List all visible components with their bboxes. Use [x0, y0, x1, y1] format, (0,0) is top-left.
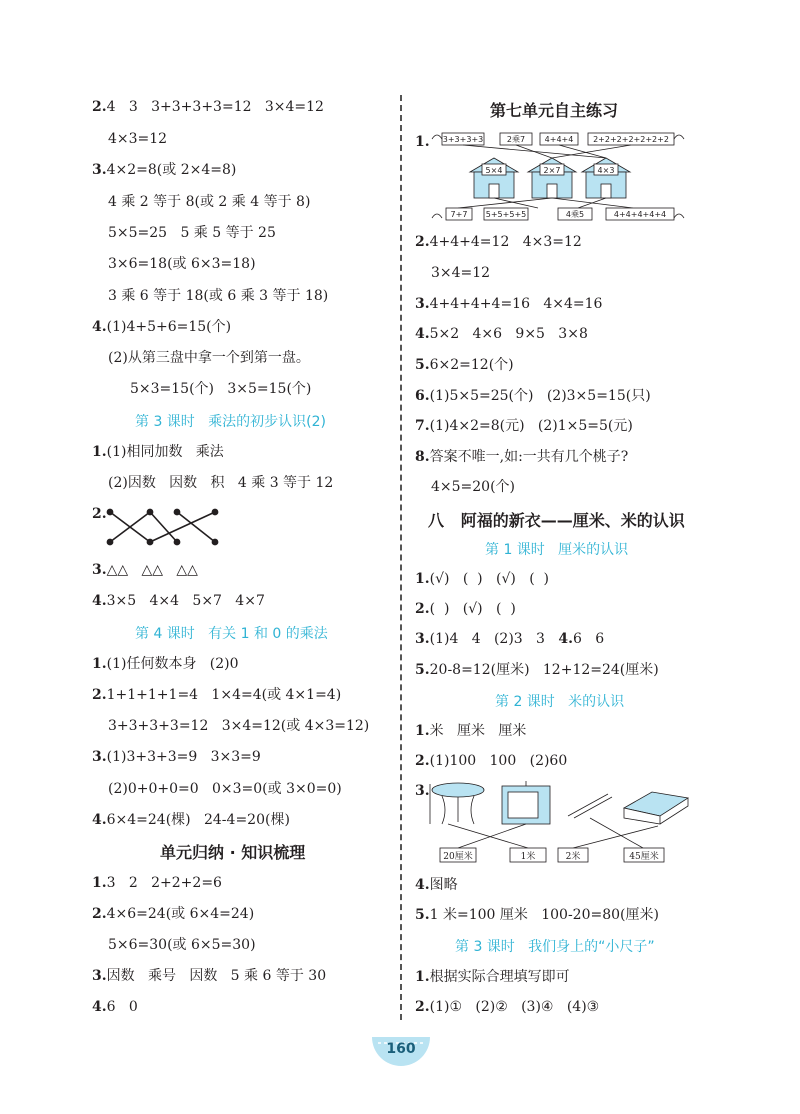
answer-line: 4.6 0 [92, 999, 138, 1015]
answer-line: 3. [415, 783, 430, 799]
answer-line: 1.(1)相同加数 乘法 [92, 444, 224, 460]
answer-line: 4.6×4=24(棵) 24-4=20(棵) [92, 812, 290, 828]
answer-line: 2. [92, 506, 107, 522]
answer-line: 3.因数 乘号 因数 5 乘 6 等于 30 [92, 968, 327, 984]
length-label: 45厘米 [629, 852, 659, 862]
answer-line: 4.5×2 4×6 9×5 3×8 [415, 326, 588, 342]
answer-line: 5×6=30(或 6×5=30) [108, 937, 256, 953]
page-number: 160 [386, 1041, 416, 1057]
answer-line: 4.图略 [415, 877, 458, 893]
object-length-matching-figure [428, 780, 693, 866]
answer-line: 4.3×5 4×4 5×7 4×7 [92, 593, 265, 609]
answer-line: 4.(1)4+5+6=15(个) [92, 319, 232, 335]
length-label: 20厘米 [443, 852, 473, 862]
answer-line: 3.4×2=8(或 2×4=8) [92, 162, 237, 178]
answer-line: (2)0+0+0=0 0×3=0(或 3×0=0) [108, 781, 342, 797]
section-title: 第 4 课时 有关 1 和 0 的乘法 [135, 626, 328, 642]
answer-line: 2.(1)100 100 (2)60 [415, 753, 568, 769]
answer-line: 3×4=12 [431, 265, 491, 281]
answer-line: 1.(√) ( ) (√) ( ) [415, 571, 550, 587]
answer-line: 5×3=15(个) 3×5=15(个) [130, 381, 312, 397]
answer-line: 1.米 厘米 厘米 [415, 723, 527, 739]
answer-line: 2.( ) (√) ( ) [415, 601, 516, 617]
house-matching-figure [428, 128, 690, 224]
unit-title: 第七单元自主练习 [490, 101, 619, 120]
answer-line: 2.1+1+1+1=4 1×4=4(或 4×1=4) [92, 687, 342, 703]
answer-line: 5.20-8=12(厘米) 12+12=24(厘米) [415, 662, 659, 678]
column-divider [400, 95, 402, 1020]
answer-line: 3.4+4+4+4=16 4×4=16 [415, 296, 603, 312]
bottom-card-label: 7+7 [450, 210, 468, 219]
section-title: 第 2 课时 米的认识 [495, 694, 625, 710]
answer-line: 1.3 2 2+2+2=6 [92, 875, 222, 891]
answer-line: 4×5=20(个) [431, 479, 516, 495]
answer-line: 2.4+4+4=12 4×3=12 [415, 234, 582, 250]
bottom-card-label: 4+4+4+4+4 [613, 210, 667, 219]
answer-line: 2.(1)① (2)② (3)④ (4)③ [415, 999, 600, 1015]
length-label: 2米 [565, 852, 581, 862]
answer-line: 2.4 3 3+3+3+3=12 3×4=12 [92, 99, 324, 115]
bottom-card-label: 4乘5 [565, 210, 585, 219]
bottom-card-label: 5+5+5+5 [485, 210, 527, 219]
house-label: 2×7 [543, 166, 561, 175]
answer-line: (2)因数 因数 积 4 乘 3 等于 12 [108, 475, 334, 491]
answer-line: 4×3=12 [108, 131, 168, 147]
answer-line: 5.1 米=100 厘米 100-20=80(厘米) [415, 907, 659, 923]
answer-line: 3×6=18(或 6×3=18) [108, 256, 256, 272]
answer-line: 1.(1)任何数本身 (2)0 [92, 656, 239, 672]
answer-line: 3 乘 6 等于 18(或 6 乘 3 等于 18) [108, 288, 329, 304]
answer-line: 3.△△ △△ △△ [92, 562, 198, 578]
answer-line: 6.(1)5×5=25(个) (2)3×5=15(只) [415, 388, 651, 404]
house-label: 5×4 [485, 166, 503, 175]
answer-line: 1.根据实际合理填写即可 [415, 969, 570, 985]
answer-line: 4 乘 2 等于 8(或 2 乘 4 等于 8) [108, 194, 311, 210]
house-label: 4×3 [597, 166, 615, 175]
unit-title: 八 阿福的新衣——厘米、米的认识 [428, 511, 685, 530]
length-label: 1米 [520, 852, 536, 862]
answer-line: 5×5=25 5 乘 5 等于 25 [108, 225, 276, 241]
answer-line: 3+3+3+3=12 3×4=12(或 4×3=12) [108, 718, 370, 734]
matching-lines-figure [105, 502, 225, 550]
answer-line: 3.(1)4 4 (2)3 3 4.6 6 [415, 631, 605, 647]
answer-line: 5.6×2=12(个) [415, 357, 514, 373]
top-card-label: 2+2+2+2+2+2+2 [593, 135, 669, 144]
answer-line: 2.4×6=24(或 6×4=24) [92, 906, 255, 922]
answer-line: 7.(1)4×2=8(元) (2)1×5=5(元) [415, 418, 633, 434]
section-title: 第 1 课时 厘米的认识 [485, 542, 629, 558]
top-card-label: 3+3+3+3 [442, 135, 484, 144]
top-card-label: 4+4+4 [544, 135, 574, 144]
answer-line: 3.(1)3+3+3=9 3×3=9 [92, 749, 261, 765]
answer-line: 1. [415, 134, 430, 150]
answer-line: 8.答案不唯一,如:一共有几个桃子? [415, 449, 629, 465]
top-card-label: 2乘7 [506, 135, 526, 144]
section-title: 第 3 课时 乘法的初步认识(2) [135, 414, 326, 430]
section-title: 第 3 课时 我们身上的“小尺子” [455, 939, 655, 955]
answer-line: (2)从第三盘中拿一个到第一盘。 [108, 350, 310, 366]
summary-title: 单元归纳 · 知识梳理 [160, 843, 306, 862]
